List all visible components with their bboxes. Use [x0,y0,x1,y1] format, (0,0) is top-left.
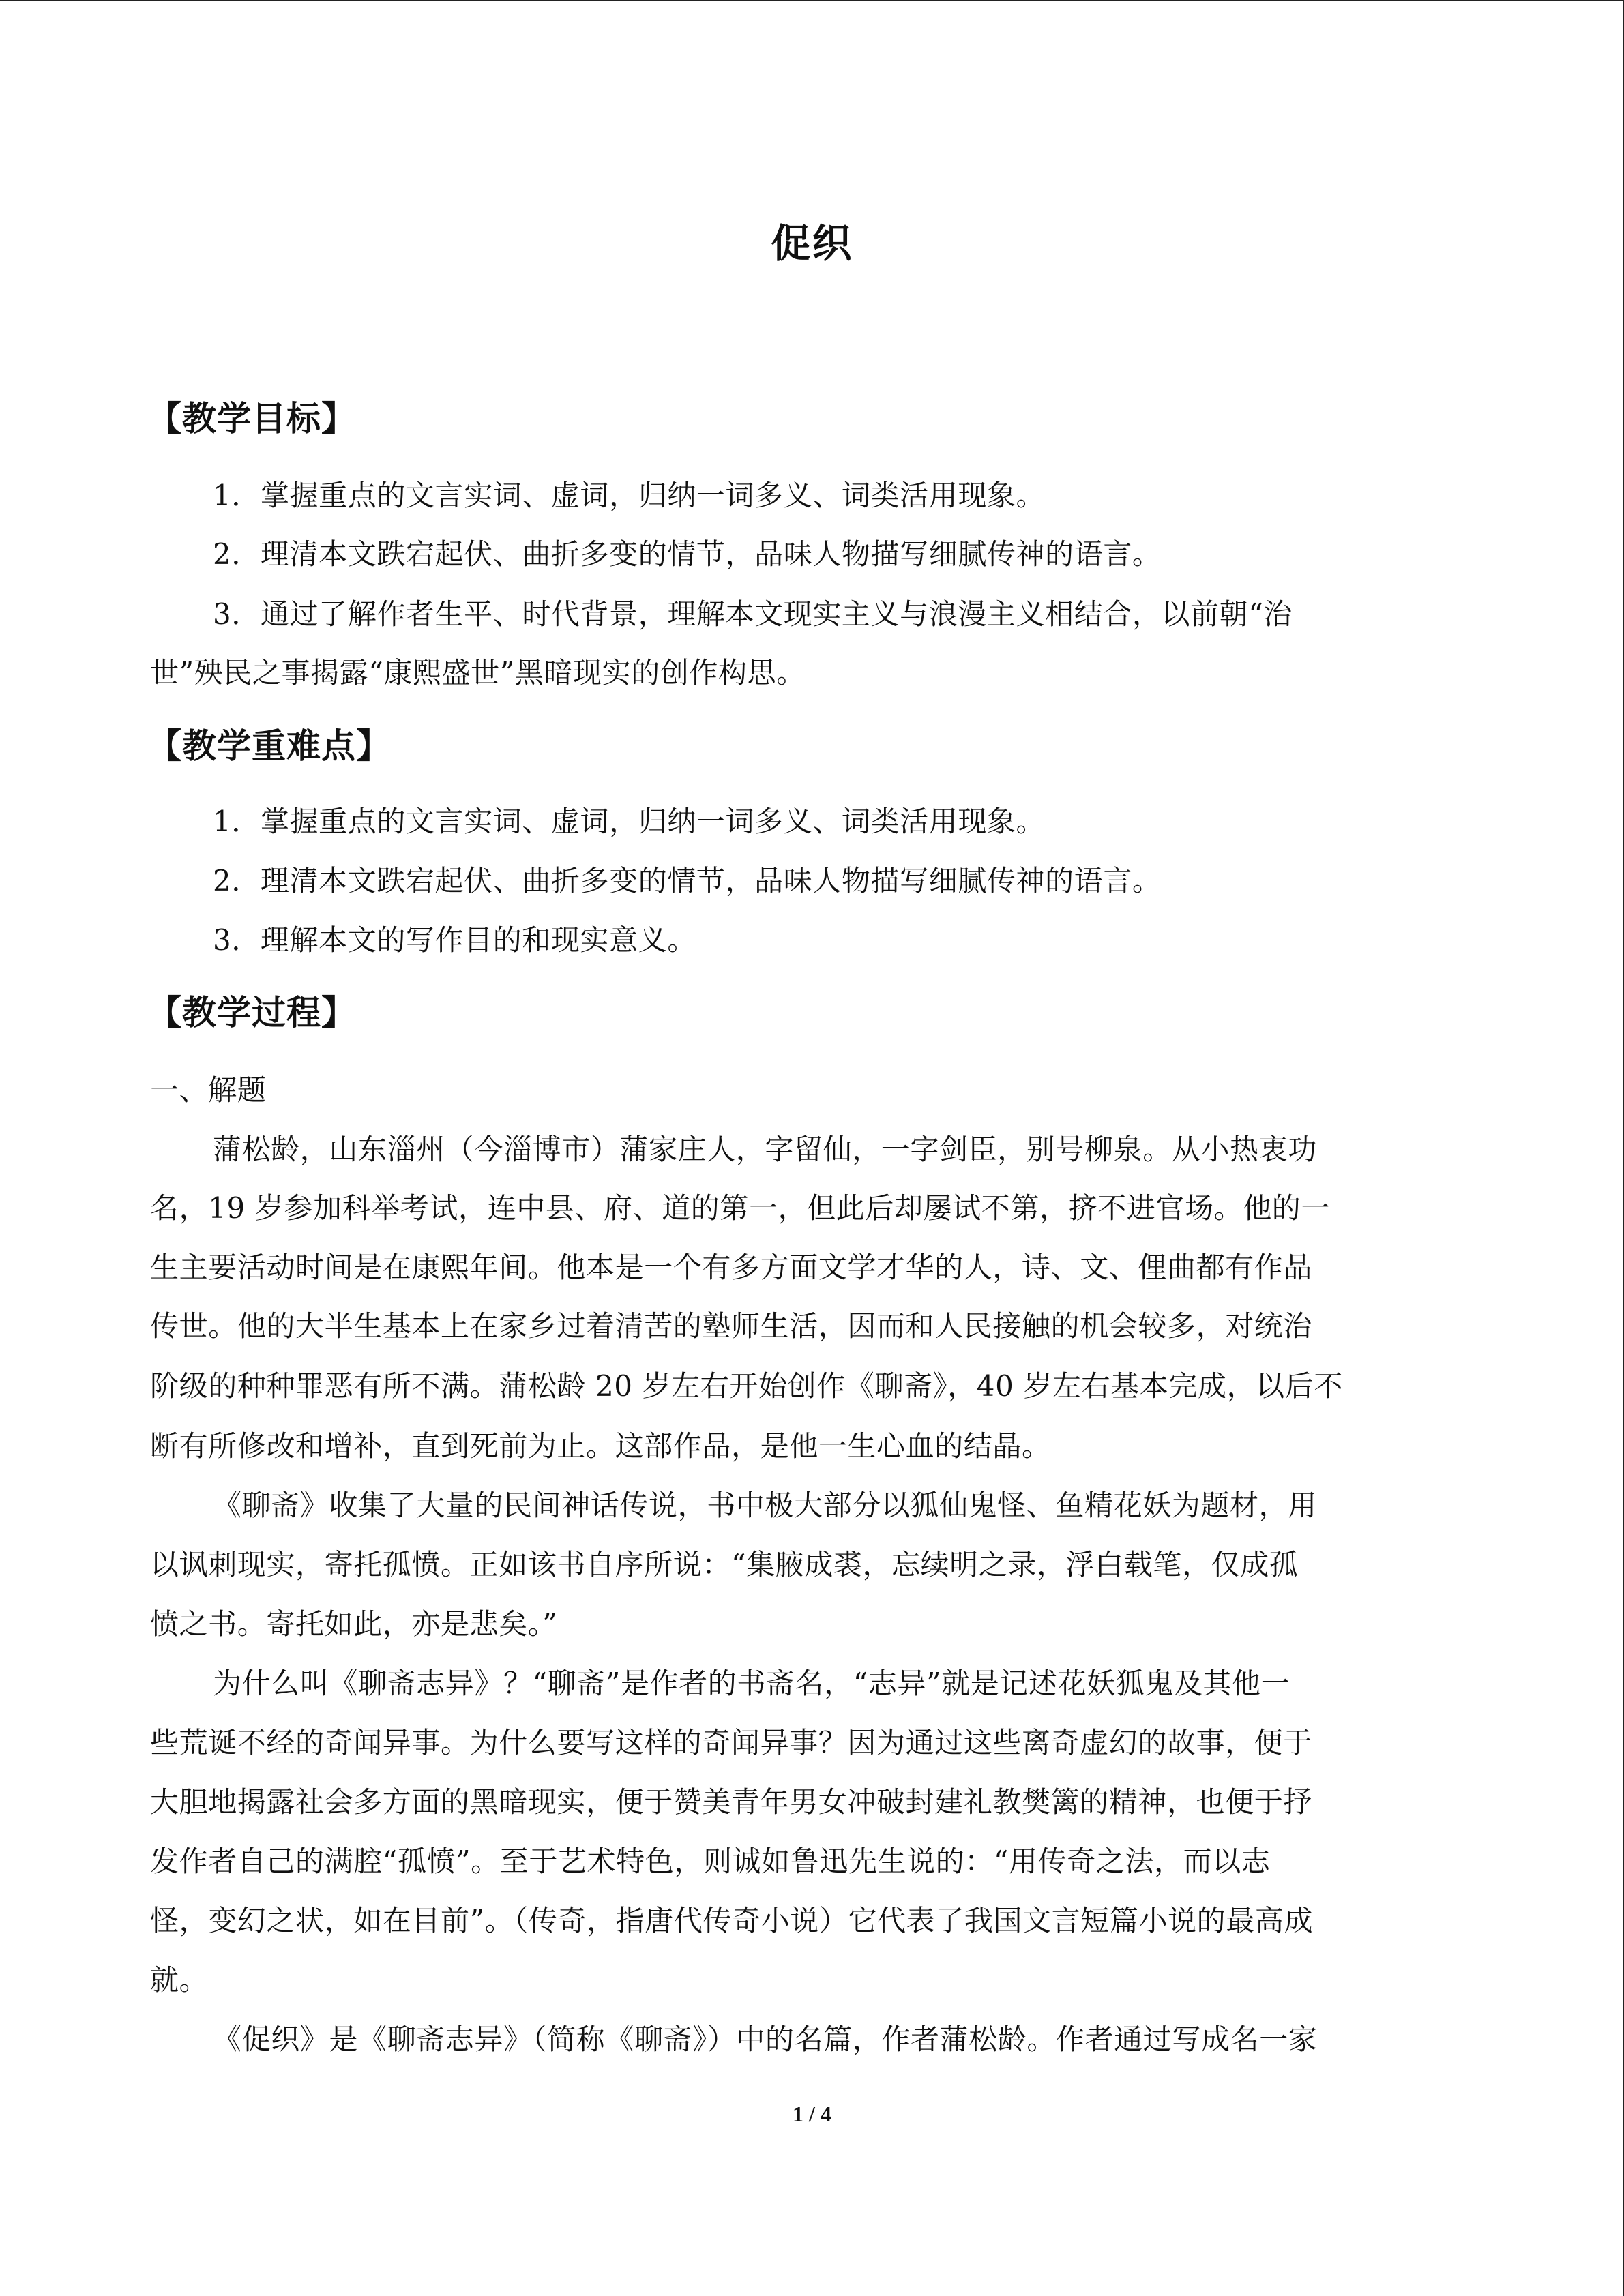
keypoint-line-3: 3．理解本文的写作目的和现实意义。 [213,923,696,957]
para1-line-3: 生主要活动时间是在康熙年间。他本是一个有多方面文学才华的人，诗、文、俚曲都有作品 [150,1251,1313,1284]
para1-line-1: 蒲松龄，山东淄州（今淄博市）蒲家庄人，字留仙，一字剑臣，别号柳泉。从小热衷功 [213,1133,1317,1166]
heading-teaching-process: 【教学过程】 [147,993,356,1032]
para2-line-2: 以讽刺现实，寄托孤愤。正如该书自序所说：“集腋成裘，忘续明之录，浮白载笔，仅成孤 [150,1548,1299,1581]
page-title: 促织 [771,220,853,267]
goal-line-2: 2．理清本文跌宕起伏、曲折多变的情节，品味人物描写细腻传神的语言。 [213,537,1162,571]
heading-teaching-goals: 【教学目标】 [147,399,356,438]
para1-line-6: 断有所修改和增补，直到死前为止。这部作品，是他一生心血的结晶。 [150,1429,1051,1463]
goal-line-3-cont: 世”殃民之事揭露“康熙盛世”黑暗现实的创作构思。 [150,656,806,689]
para3-line-1: 为什么叫《聊斋志异》？“聊斋”是作者的书斋名，“志异”就是记述花妖狐鬼及其他一 [213,1667,1290,1700]
subheading-interpretation: 一、解题 [150,1073,267,1107]
para2-line-3: 愤之书。寄托如此，亦是悲矣。” [150,1607,558,1641]
goal-line-1: 1．掌握重点的文言实词、虚词，归纳一词多义、词类活用现象。 [213,479,1046,512]
para3-line-2: 些荒诞不经的奇闻异事。为什么要写这样的奇闻异事？因为通过这些离奇虚幻的故事，便于 [150,1726,1313,1759]
goal-line-3: 3．通过了解作者生平、时代背景，理解本文现实主义与浪漫主义相结合，以前朝“治 [213,597,1293,631]
para1-line-5: 阶级的种种罪恶有所不满。蒲松龄 20 岁左右开始创作《聊斋》，40 岁左右基本完成，以后不 [150,1369,1343,1403]
para2-line-1: 《聊斋》收集了大量的民间神话传说，书中极大部分以狐仙鬼怪、鱼精花妖为题材，用 [213,1489,1317,1522]
page-number: 1 / 4 [793,2102,831,2126]
para3-line-5: 怪，变幻之状，如在目前”。（传奇，指唐代传奇小说）它代表了我国文言短篇小说的最高成 [150,1904,1314,1937]
keypoint-line-2: 2．理清本文跌宕起伏、曲折多变的情节，品味人物描写细腻传神的语言。 [213,864,1162,897]
heading-key-points: 【教学重难点】 [147,726,391,766]
keypoint-line-1: 1．掌握重点的文言实词、虚词，归纳一词多义、词类活用现象。 [213,805,1046,838]
para1-line-2: 名，19 岁参加科举考试，连中县、府、道的第一，但此后却屡试不第，挤不进官场。他的一 [150,1191,1330,1225]
para3-line-4: 发作者自己的满腔“孤愤”。至于艺术特色，则诚如鲁迅先生说的：“用传奇之法，而以志 [150,1845,1271,1878]
para4-line-1: 《促织》是《聊斋志异》（简称《聊斋》）中的名篇，作者蒲松龄。作者通过写成名一家 [213,2023,1318,2056]
para3-line-6: 就。 [150,1963,209,1997]
para3-line-3: 大胆地揭露社会多方面的黑暗现实，便于赞美青年男女冲破封建礼教樊篱的精神，也便于抒 [150,1785,1313,1819]
para1-line-4: 传世。他的大半生基本上在家乡过着清苦的塾师生活，因而和人民接触的机会较多，对统治 [150,1309,1313,1343]
